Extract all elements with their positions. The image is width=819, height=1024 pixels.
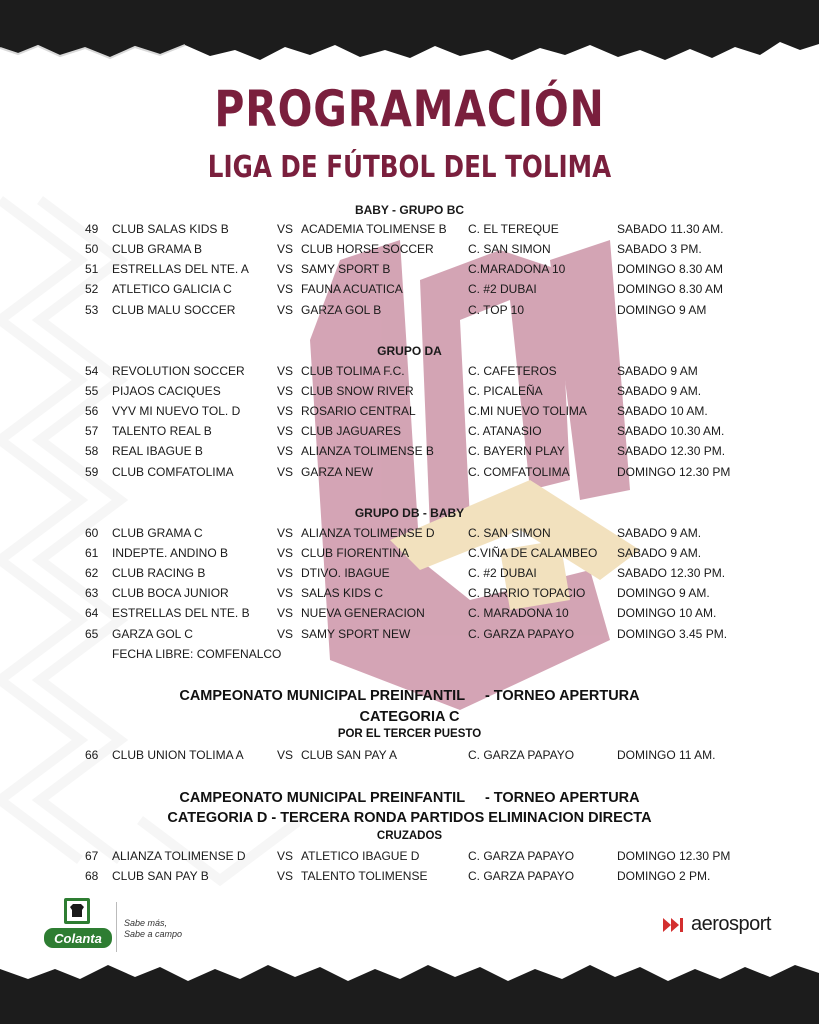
match-row [0,465,819,481]
cow-icon [44,898,114,950]
vs-label: VS [277,586,294,600]
match-time: SABADO 3 PM. [617,242,702,256]
match-row [0,869,819,885]
match-number: 59 [85,465,99,479]
match-number: 54 [85,364,99,378]
match-time: DOMINGO 3.45 PM. [617,627,728,641]
page-subtitle: LIGA DE FÚTBOL DEL TOLIMA [207,150,612,185]
venue: C.MARADONA 10 [468,262,566,276]
vs-label: VS [277,627,294,641]
vs-label: VS [277,869,294,883]
slogan-line-2: Sabe a campo [124,929,183,939]
bye-note: FECHA LIBRE: COMFENALCO [112,647,282,661]
vs-label: VS [277,424,294,438]
home-team: ESTRELLAS DEL NTE. A [112,262,249,276]
home-team: CLUB GRAMA C [112,526,203,540]
match-number: 65 [85,627,99,641]
venue: C. GARZA PAPAYO [468,748,575,762]
match-number: 68 [85,869,99,883]
vs-label: VS [277,444,294,458]
home-team: ATLETICO GALICIA C [112,282,232,296]
home-team: CLUB GRAMA B [112,242,203,256]
away-team: FAUNA ACUATICA [301,282,403,296]
tournament-category: CATEGORIA D - TERCERA RONDA PARTIDOS ELIMINACION DIRECTA [167,810,652,826]
match-row [0,384,819,400]
vs-label: VS [277,384,294,398]
venue: C. MARADONA 10 [468,606,569,620]
tournament-title: CAMPEONATO MUNICIPAL PREINFANTIL - TORNEO APERTURA [179,790,640,806]
match-row [0,242,819,258]
away-team: GARZA NEW [301,465,374,479]
vs-label: VS [277,282,294,296]
venue: C. SAN SIMON [468,526,551,540]
match-row [0,566,819,582]
away-team: CLUB SAN PAY A [301,748,398,762]
venue: C. EL TEREQUE [468,222,559,236]
home-team: CLUB RACING B [112,566,206,580]
vs-label: VS [277,262,294,276]
match-row [0,627,819,643]
colanta-wordmark: Colanta [54,931,102,946]
match-time: DOMINGO 9 AM. [617,586,710,600]
match-row [0,606,819,622]
away-team: ALIANZA TOLIMENSE D [301,526,435,540]
home-team: INDEPTE. ANDINO B [112,546,229,560]
match-time: DOMINGO 12.30 PM [617,849,731,863]
venue: C. SAN SIMON [468,242,551,256]
fast-forward-icon [663,918,687,932]
match-number: 66 [85,748,99,762]
vs-label: VS [277,404,294,418]
match-row [0,303,819,319]
match-number: 57 [85,424,99,438]
match-time: SABADO 12.30 PM. [617,566,726,580]
aerosport-wordmark: aerosport [691,913,771,935]
venue: C. GARZA PAPAYO [468,869,575,883]
match-number: 63 [85,586,99,600]
away-team: NUEVA GENERACION [301,606,425,620]
tournament-title: CAMPEONATO MUNICIPAL PREINFANTIL - TORNEO APERTURA [179,688,640,704]
match-time: SABADO 12.30 PM. [617,444,726,458]
venue: C. TOP 10 [468,303,525,317]
match-time: DOMINGO 12.30 PM [617,465,731,479]
match-number: 49 [85,222,99,236]
venue: C. ATANASIO [468,424,542,438]
match-row [0,364,819,380]
match-row [0,282,819,298]
match-number: 51 [85,262,99,276]
home-team: GARZA GOL C [112,627,193,641]
match-row [0,546,819,562]
match-number: 64 [85,606,99,620]
home-team: CLUB SALAS KIDS B [112,222,229,236]
match-number: 56 [85,404,99,418]
match-time: DOMINGO 8.30 AM [617,282,724,296]
away-team: DTIVO. IBAGUE [301,566,390,580]
group-heading: GRUPO DA [377,344,442,358]
match-time: SABADO 11.30 AM. [617,222,724,236]
match-number: 58 [85,444,99,458]
match-time: DOMINGO 2 PM. [617,869,711,883]
vs-label: VS [277,546,294,560]
match-row [0,526,819,542]
venue: C. BARRIO TOPACIO [468,586,586,600]
footer-divider [116,902,117,952]
home-team: REAL IBAGUE B [112,444,203,458]
match-time: SABADO 10 AM. [617,404,708,418]
away-team: CLUB FIORENTINA [301,546,410,560]
away-team: CLUB TOLIMA F.C. [301,364,405,378]
home-team: PIJAOS CACIQUES [112,384,221,398]
group-heading: GRUPO DB - BABY [354,506,465,520]
match-number: 67 [85,849,99,863]
match-time: SABADO 9 AM. [617,526,702,540]
venue: C.MI NUEVO TOLIMA [468,404,587,418]
home-team: TALENTO REAL B [112,424,212,438]
match-time: SABADO 10.30 AM. [617,424,725,438]
match-time: DOMINGO 8.30 AM [617,262,724,276]
away-team: ALIANZA TOLIMENSE B [301,444,434,458]
away-team: CLUB JAGUARES [301,424,402,438]
match-number: 61 [85,546,99,560]
away-team: SAMY SPORT NEW [301,627,411,641]
match-row [0,262,819,278]
tournament-category: CATEGORIA C [359,709,460,725]
match-time: DOMINGO 10 AM. [617,606,717,620]
venue: C. GARZA PAPAYO [468,627,575,641]
match-time: DOMINGO 11 AM. [617,748,716,762]
away-team: SALAS KIDS C [301,586,384,600]
venue: C. PICALEÑA [468,384,543,398]
match-number: 52 [85,282,99,296]
slogan-line-1: Sabe más, [124,918,168,928]
vs-label: VS [277,242,294,256]
colanta-logo [44,898,114,950]
match-row [0,404,819,420]
venue: C. #2 DUBAI [468,282,537,296]
away-team: TALENTO TOLIMENSE [301,869,428,883]
match-row [0,748,819,764]
match-number: 62 [85,566,99,580]
venue: C. CAFETEROS [468,364,557,378]
away-team: ATLETICO IBAGUE D [301,849,420,863]
away-team: GARZA GOL B [301,303,382,317]
match-number: 55 [85,384,99,398]
away-team: CLUB HORSE SOCCER [301,242,434,256]
vs-label: VS [277,606,294,620]
home-team: VYV MI NUEVO TOL. D [112,404,241,418]
away-team: SAMY SPORT B [301,262,391,276]
home-team: CLUB SAN PAY B [112,869,209,883]
away-team: ACADEMIA TOLIMENSE B [301,222,447,236]
venue: C. BAYERN PLAY [468,444,565,458]
venue: C. #2 DUBAI [468,566,537,580]
away-team: CLUB SNOW RIVER [301,384,414,398]
vs-label: VS [277,566,294,580]
home-team: CLUB UNION TOLIMA A [112,748,244,762]
vs-label: VS [277,526,294,540]
match-time: SABADO 9 AM [617,364,698,378]
match-row [0,424,819,440]
vs-label: VS [277,303,294,317]
match-time: DOMINGO 9 AM [617,303,707,317]
match-number: 50 [85,242,99,256]
match-row [0,849,819,865]
match-row [0,586,819,602]
venue: C. COMFATOLIMA [468,465,570,479]
vs-label: VS [277,465,294,479]
home-team: ALIANZA TOLIMENSE D [112,849,246,863]
home-team: CLUB MALU SOCCER [112,303,236,317]
home-team: CLUB COMFATOLIMA [112,465,234,479]
tournament-stage: POR EL TERCER PUESTO [337,728,482,740]
venue: C. GARZA PAPAYO [468,849,575,863]
home-team: CLUB BOCA JUNIOR [112,586,229,600]
aerosport-logo [663,913,771,936]
group-heading: BABY - GRUPO BC [354,203,465,217]
away-team: ROSARIO CENTRAL [301,404,416,418]
vs-label: VS [277,748,294,762]
venue: C.VIÑA DE CALAMBEO [468,546,598,560]
match-number: 53 [85,303,99,317]
tournament-stage: CRUZADOS [376,830,443,842]
match-row [0,222,819,238]
home-team: REVOLUTION SOCCER [112,364,245,378]
vs-label: VS [277,222,294,236]
match-time: SABADO 9 AM. [617,384,702,398]
match-number: 60 [85,526,99,540]
page-title: PROGRAMACIÓN [214,80,605,138]
home-team: ESTRELLAS DEL NTE. B [112,606,250,620]
match-row [0,444,819,460]
match-time: SABADO 9 AM. [617,546,702,560]
vs-label: VS [277,364,294,378]
vs-label: VS [277,849,294,863]
